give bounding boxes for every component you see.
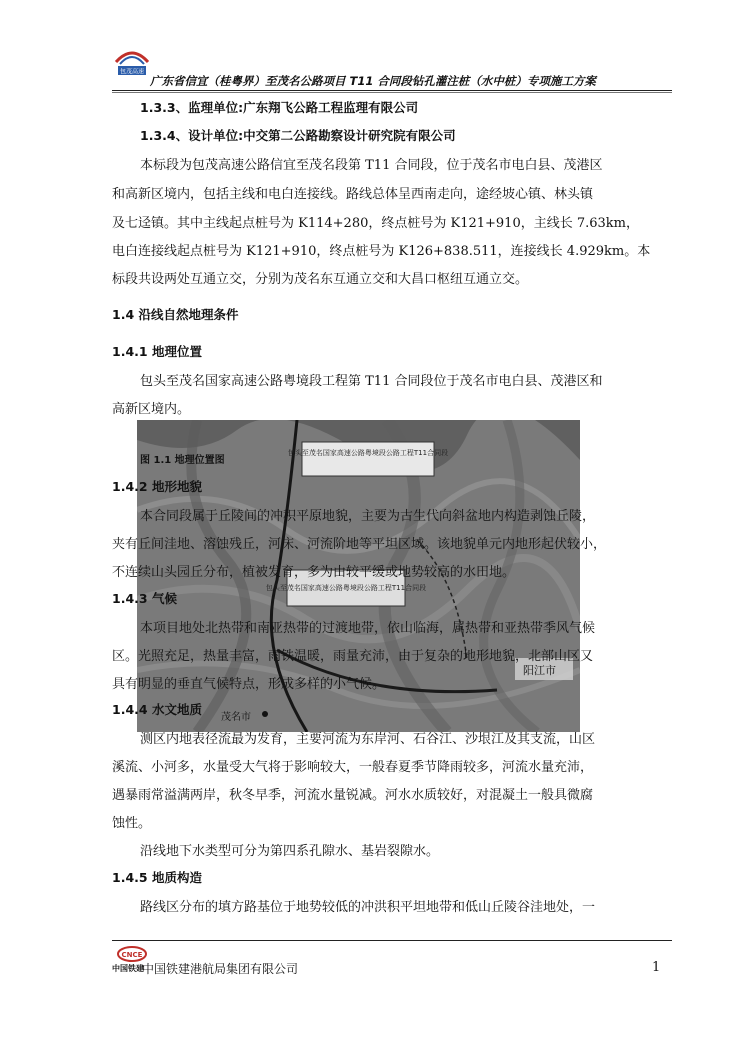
map-city-yangjiang: 阳江市	[523, 664, 556, 677]
paragraph-line: 电白连接线起点桩号为 K121+910，终点桩号为 K126+838.511，连接线长 4.929km。本	[112, 244, 651, 259]
section-heading-1-4-2: 1.4.2 地形地貌	[112, 479, 202, 494]
footer-divider	[112, 940, 672, 941]
header-divider-thin	[112, 92, 672, 93]
footer-brand: 中国铁建	[112, 964, 144, 973]
map-city-maoming: 茂名市	[221, 712, 251, 723]
footer-logo-text: CNCE	[121, 951, 143, 959]
figure-caption: 图 1.1 地理位置图	[140, 455, 225, 466]
paragraph-line: 区。光照充足，热量丰富，雨铁温暖，雨量充沛，由于复杂的地形地貌，北部山区又	[112, 649, 594, 664]
footer-company-name: 中国铁建港航局集团有限公司	[142, 962, 299, 976]
paragraph-line: 沿线地下水类型可分为第四系孔隙水、基岩裂隙水。	[140, 844, 440, 859]
paragraph-line: 夹有丘间洼地、溶蚀残丘，河床、河流阶地等平坦区域。该地貌单元内地形起伏较小，	[112, 537, 607, 552]
document-header-title: 广东省信宜（桂粤界）至茂名公路项目 T11 合同段钻孔灌注桩（水中桩）专项施工方案	[150, 74, 596, 88]
paragraph-line: 包头至茂名国家高速公路粤境段工程第 T11 合同段位于茂名市电白县、茂港区和	[140, 374, 603, 389]
designer-line: 1.3.4、设计单位:中交第二公路勘察设计研究院有限公司	[140, 128, 456, 143]
header-logo-text: 包茂高速	[119, 68, 145, 76]
map-label-lower: 包头至茂名国家高速公路粤境段公路工程T11合同段	[265, 584, 427, 592]
paragraph-line: 本项目地处北热带和南亚热带的过渡地带，依山临海，属热带和亚热带季风气候	[140, 621, 596, 636]
paragraph-line: 及七迳镇。其中主线起点桩号为 K114+280，终点桩号为 K121+910，主线长 7.63km，	[112, 216, 640, 231]
company-logo-icon	[112, 42, 152, 78]
paragraph-line: 高新区境内。	[112, 402, 191, 417]
paragraph-line: 本合同段属于丘陵间的冲积平原地貌，主要为古生代向斜盆地内构造剥蚀丘陵，	[140, 509, 596, 524]
supervisor-line: 1.3.3、监理单位:广东翔飞公路工程监理有限公司	[140, 100, 419, 115]
section-heading-1-4-1: 1.4.1 地理位置	[112, 344, 202, 359]
paragraph-line: 具有明显的垂直气候特点，形成多样的小气候。	[112, 677, 386, 692]
section-heading-1-4-4: 1.4.4 水文地质	[112, 702, 202, 717]
paragraph-line: 路线区分布的填方路基位于地势较低的冲洪积平坦地带和低山丘陵谷洼地处，一	[140, 900, 596, 915]
paragraph-line: 标段共设两处互通立交，分别为茂名东互通立交和大昌口枢纽互通立交。	[112, 272, 529, 287]
section-heading-1-4-3: 1.4.3 气候	[112, 591, 177, 606]
paragraph-line: 蚀性。	[112, 816, 152, 831]
section-heading-1-4: 1.4 沿线自然地理条件	[112, 307, 239, 322]
map-label-upper: 包头至茂名国家高速公路粤境段公路工程T11合同段	[287, 449, 449, 457]
paragraph-line: 溪流、小河多，水量受大气将于影响较大，一般春夏季节降雨较多，河流水量充沛，	[112, 760, 594, 775]
page-number: 1	[652, 960, 661, 975]
paragraph-line: 遇暴雨常溢满两岸，秋冬早季，河流水量锐减。河水水质较好，对混凝土一般具微腐	[112, 788, 594, 803]
paragraph-line: 本标段为包茂高速公路信宜至茂名段第 T11 合同段，位于茂名市电白县、茂港区	[140, 158, 603, 173]
section-heading-1-4-5: 1.4.5 地质构造	[112, 870, 202, 885]
paragraph-line: 和高新区境内，包括主线和电白连接线。路线总体呈西南走向，途经坡心镇、林头镇	[112, 187, 594, 202]
paragraph-line: 不连续山头园丘分布，植被发育，多为由较平缓或地势较高的水田地。	[112, 565, 516, 580]
paragraph-line: 测区内地表径流最为发育，主要河流为东岸河、石谷江、沙垠江及其支流，山区	[140, 732, 596, 747]
header-divider	[112, 90, 672, 91]
